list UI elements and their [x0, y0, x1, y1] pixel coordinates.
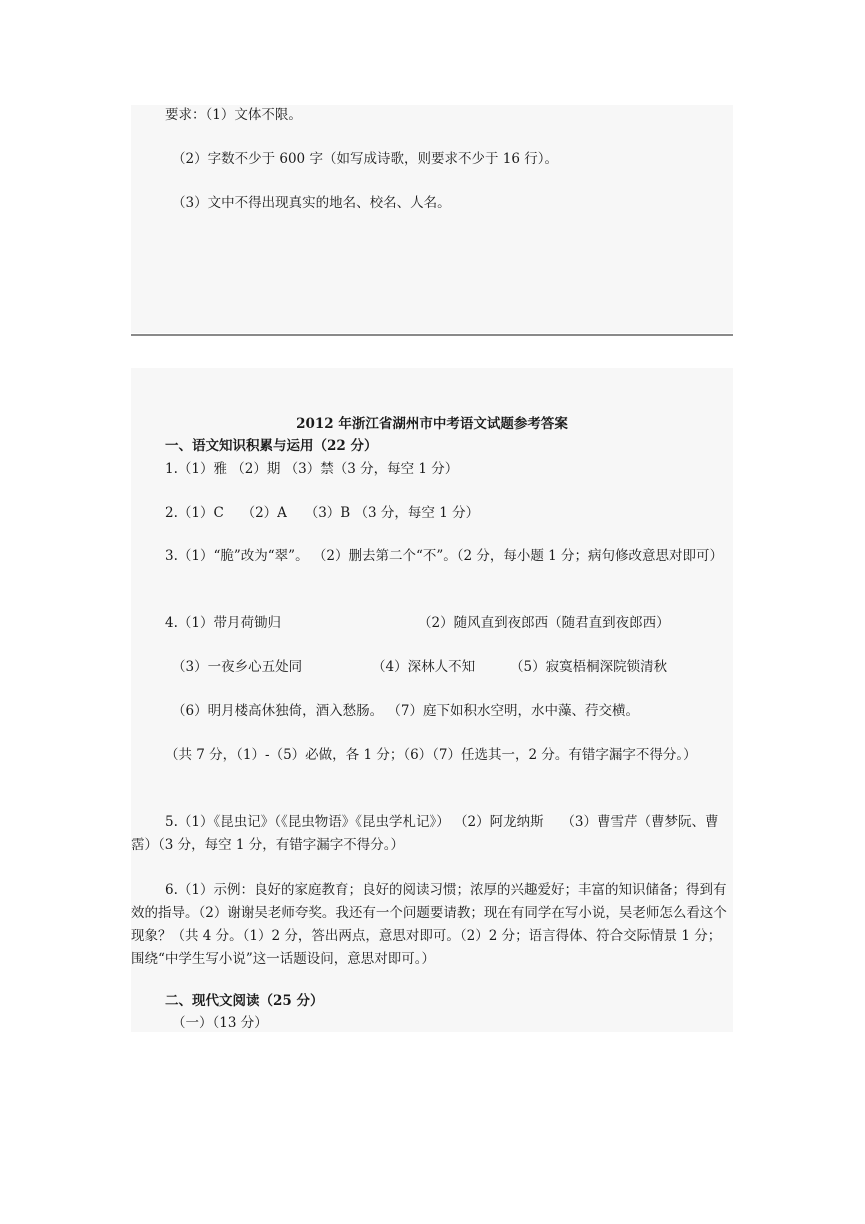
answer-q4-part5: （5）寂寞梧桐深院锁清秋: [510, 659, 668, 675]
subsection-1-heading: （一）（13 分）: [172, 1015, 268, 1031]
section-2-heading: 二、现代文阅读（25 分）: [165, 993, 324, 1009]
requirements-panel: [131, 105, 733, 333]
section-1-heading: 一、语文知识积累与运用（22 分）: [165, 438, 378, 454]
answer-q4-part6: （6）明月楼高休独倚，酒入愁肠。 （7）庭下如积水空明，水中藻、荇交横。: [172, 703, 639, 719]
answer-q3: 3.（1）“脆”改为“翠”。 （2）删去第二个“不”。（2 分，每小题 1 分；病句修改意思对即可）: [165, 548, 724, 564]
answer-q5: 5.（1）《昆虫记》（《昆虫物语》《昆虫学札记》） （2）阿龙纳斯 （3）曹雪芹（曹梦阮、曹霑）（3 分，每空 1 分，有错字漏字不得分。）: [131, 814, 719, 853]
answer-q6: 6.（1）示例：良好的家庭教育；良好的阅读习惯；浓厚的兴趣爱好；丰富的知识储备；得到有效的指导。（2）谢谢吴老师夸奖。我还有一个问题要请教；现在有同学在写小说，吴老师怎么看这个现象？（共 4 分。（1）2 分，答出两点，意思对即可。（2）2 分；语言得体、符合交际情景 1 分；围绕“中学生写小说”这一话题设问，意思对即可。）: [131, 882, 727, 967]
requirement-line-2: （2）字数不少于 600 字（如写成诗歌，则要求不少于 16 行）。: [172, 151, 558, 167]
answers-title: 2012 年浙江省湖州市中考语文试题参考答案: [296, 416, 568, 432]
answer-q4-part1: 4.（1）带月荷锄归: [165, 615, 281, 631]
answer-q4-part2: （2）随风直到夜郎西（随君直到夜郎西）: [418, 615, 670, 631]
answer-q4-part3: （3）一夜乡心五处同: [172, 659, 303, 675]
requirement-line-3: （3）文中不得出现真实的地名、校名、人名。: [172, 195, 451, 211]
answer-q4-part4: （4）深林人不知: [372, 659, 476, 675]
horizontal-divider: [131, 334, 733, 336]
requirement-line-1: 要求：（1）文体不限。: [165, 107, 302, 123]
answer-q2: 2.（1）C （2）A （3）B （3 分，每空 1 分）: [165, 505, 480, 521]
answer-q4-note: （共 7 分，（1）-（5）必做，各 1 分；（6）（7）任选其一，2 分。有错字漏字不得分。）: [165, 747, 697, 763]
answer-q1: 1.（1）雅 （2）期 （3）禁（3 分，每空 1 分）: [165, 461, 459, 477]
